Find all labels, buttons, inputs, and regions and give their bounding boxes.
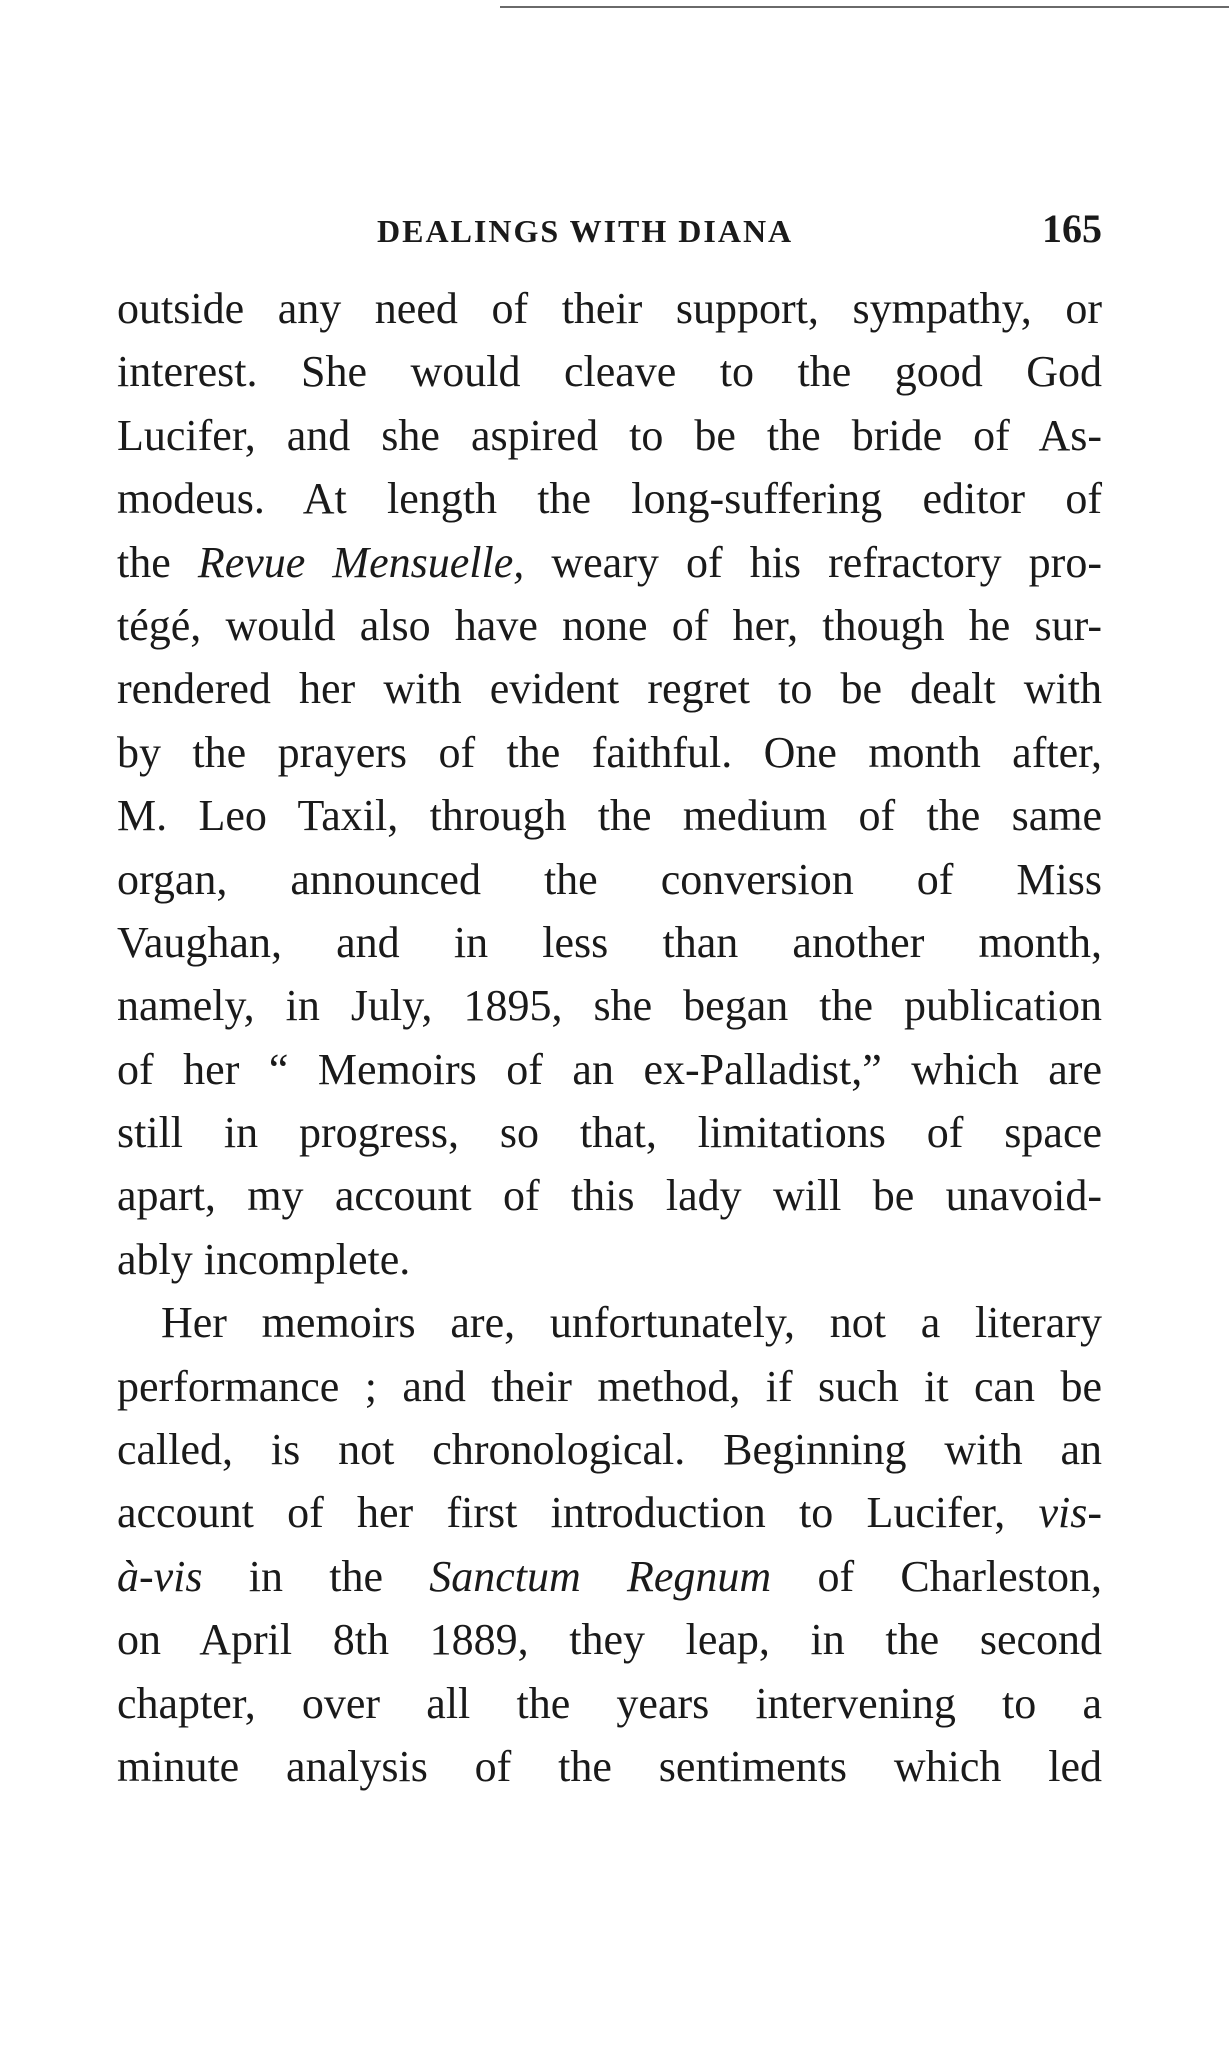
text-line: apart, my account of this lady will be unavoid- <box>117 1171 1102 1221</box>
text-line: Her memoirs are, unfortunately, not a literary <box>161 1298 1102 1348</box>
text-line: M. Leo Taxil, through the medium of the same <box>117 791 1102 841</box>
text-line: by the prayers of the faithful. One month after, <box>117 727 1102 777</box>
text-line: Vaughan, and in less than another month, <box>117 917 1102 967</box>
text-fragment: the <box>117 537 198 587</box>
text-fragment: in the <box>202 1551 430 1601</box>
text-line-with-italic <box>117 1481 1102 1544</box>
italic-term: Sanctum Regnum <box>429 1551 772 1601</box>
text-line: outside any need of their support, sympathy, or <box>117 284 1102 333</box>
text-line: rendered her with evident regret to be dealt with <box>117 664 1102 714</box>
italic-term: vis- <box>1038 1488 1102 1538</box>
text-line: called, is not chronological. Beginning with an <box>117 1425 1102 1475</box>
text-line-with-italic <box>117 531 1102 594</box>
text-line: modeus. At length the long-suffering editor of <box>117 474 1102 524</box>
text-fragment: of Charleston, <box>771 1551 1102 1601</box>
text-line-with-italic <box>117 1545 1102 1608</box>
running-head: DEALINGS WITH DIANA <box>377 213 794 249</box>
text-line: chapter, over all the years intervening to a <box>117 1678 1102 1728</box>
text-line: organ, announced the conversion of Miss <box>117 854 1102 904</box>
body-text <box>117 277 1102 1798</box>
italic-title: Revue Mensuelle, <box>197 537 525 587</box>
text-line: tégé, would also have none of her, though he sur- <box>117 600 1102 650</box>
text-line: performance ; and their method, if such it can be <box>117 1361 1102 1411</box>
text-line: ably incomplete. <box>117 1234 411 1284</box>
text-line: interest. She would cleave to the good God <box>117 347 1102 397</box>
text-fragment: account of her first introduction to Lucifer, <box>117 1488 1039 1538</box>
page-header <box>112 205 1102 255</box>
text-line: minute analysis of the sentiments which led <box>117 1741 1102 1791</box>
text-line: still in progress, so that, limitations of space <box>117 1108 1102 1158</box>
text-fragment: weary of his refractory pro- <box>524 537 1102 587</box>
paragraph-1 <box>117 277 1102 1291</box>
page-number: 165 <box>1042 206 1102 251</box>
text-line: on April 8th 1889, they leap, in the second <box>117 1615 1102 1665</box>
text-line: of her “ Memoirs of an ex-Palladist,” which are <box>117 1044 1102 1094</box>
top-rule <box>500 6 1229 8</box>
text-line: namely, in July, 1895, she began the publication <box>117 981 1102 1031</box>
italic-term: à-vis <box>117 1551 203 1601</box>
paragraph-2 <box>117 1291 1102 1798</box>
text-line: Lucifer, and she aspired to be the bride of As- <box>117 410 1102 460</box>
